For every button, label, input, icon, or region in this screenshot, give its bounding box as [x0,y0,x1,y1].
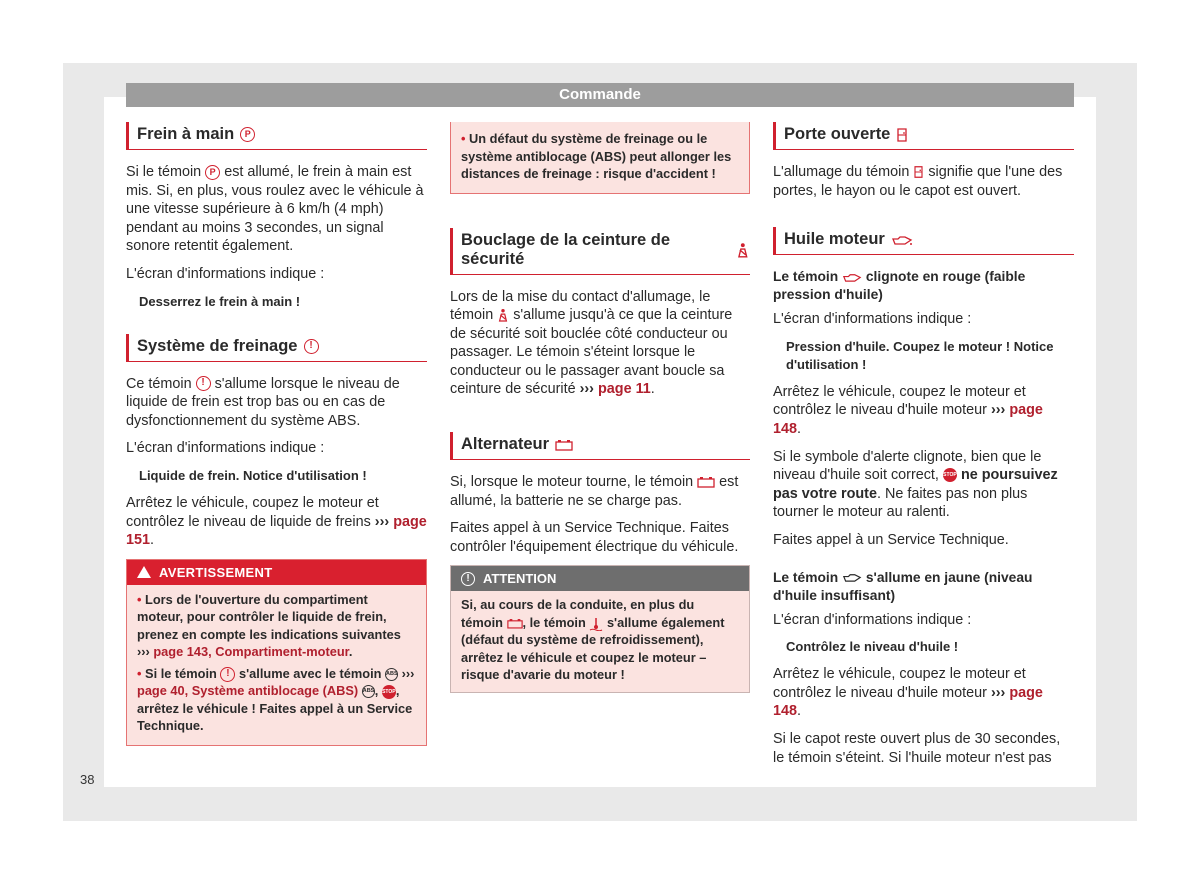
warning-triangle-icon [137,566,151,578]
paragraph: L'écran d'informations indique : [126,265,325,282]
door-open-icon [896,127,908,143]
heading-porte-ouverte: Porte ouverte [773,122,1074,150]
oil-can-icon [842,272,862,283]
column-2 [450,122,750,693]
brake-system-icon: ! [196,376,211,391]
paragraph: L'allumage du témoin signifie que l'une des portes, le hayon ou le capot est ouvert. [773,164,1063,199]
brake-system-icon: ! [304,339,319,354]
heading-systeme-freinage: Système de freinage ! [126,334,427,362]
paragraph: Faites appel à un Service Technique. Faites contrôler l'équipement électrique du véhicule. [450,520,739,555]
warning-item: • Si le témoin ! s'allume avec le témoin ABS ››› page 40, Système antiblocage (ABS) ABS, STOP, arrêtez le véhicule ! Faites appel à un Service Technique. [137,665,415,734]
paragraph: Arrêtez le véhicule, coupez le moteur et contrôlez le niveau d'huile moteur ››› page 148. [773,383,1043,437]
column-3 [773,122,1074,776]
paragraph: Arrêtez le véhicule, coupez le moteur et contrôlez le niveau de liquide de freins ››› page 151. [126,494,427,549]
battery-icon [555,439,573,451]
warning-box [126,559,427,746]
abs-icon: ABS [385,668,398,681]
paragraph: Lors de la mise du contact d'allumage, le témoin s'allume jusqu'à ce que la ceinture de sécurité soit bouclée côté conducteur ou passager. Le témoin s'éteint lorsque le conducteur ou le passager avant boucle sa ceinture de sécurité ››› page 11. [450,288,733,398]
door-open-icon [913,165,924,179]
paragraph: L'écran d'informations indique : [773,611,972,628]
seatbelt-icon [497,308,509,322]
paragraph: L'écran d'informations indique : [773,311,972,328]
paragraph: Si le symbole d'alerte clignote, bien que le niveau d'huile soit correct, STOP ne poursuivez pas votre route. Ne faites pas non plus tourner le moteur au ralenti. [773,448,1058,521]
stop-icon: STOP [382,685,396,699]
attention-box: ! ATTENTION Si, au cours de la conduite, en plus du témoin , le témoin s'allume également (défaut du système de refroidissement), arrêtez le véhicule et coupez le moteur – risque d'avarie du moteur ! [450,565,750,693]
subheading-oil-yellow: Le témoin s'allume en jaune (niveau d'huile insuffisant) [773,569,1033,603]
oil-can-icon [842,572,862,583]
paragraph: Ce témoin ! s'allume lorsque le niveau de liquide de frein est trop bas ou en cas de dysfonctionnement du système ABS. [126,375,400,429]
heading-ceinture: Bouclage de la ceinture de sécurité [450,228,750,275]
heading-huile-moteur: Huile moteur [773,227,1074,255]
paragraph: Si le témoin P est allumé, le frein à main est mis. Si, en plus, vous roulez avec le véhicule à une vitesse supérieure à 6 km/h (4 mph) pendant au moins 3 secondes, un signal sonore retentit également. [126,164,424,255]
handbrake-warning-icon: P [240,127,255,142]
section-header: Commande [126,83,1074,107]
column-1 [126,122,427,746]
paragraph: Arrêtez le véhicule, coupez le moteur et contrôlez le niveau d'huile moteur ››› page 148. [773,666,1043,720]
seatbelt-icon [736,242,750,258]
stop-icon: STOP [943,468,957,482]
paragraph: Si le capot reste ouvert plus de 30 secondes, le témoin s'éteint. Si l'huile moteur n'est pas [773,730,1061,766]
page-link[interactable]: page 148 [773,684,1043,720]
display-message: Desserrez le frein à main ! [139,293,301,309]
warning-title: AVERTISSEMENT [159,564,273,580]
page-link[interactable]: page 148 [773,402,1043,437]
subheading-oil-red: Le témoin clignote en rouge (faible pression d'huile) [773,269,1026,303]
brake-system-icon: ! [220,667,235,682]
display-message: Liquide de frein. Notice d'utilisation ! [139,467,367,483]
handbrake-warning-icon: P [205,165,220,180]
exclamation-icon: ! [461,572,475,586]
heading-alternateur: Alternateur [450,432,750,460]
coolant-temperature-icon [589,617,603,631]
attention-title: ATTENTION [483,571,557,587]
page-link[interactable]: page 11 [597,381,651,398]
battery-icon [697,476,715,488]
paragraph: L'écran d'informations indique : [126,440,325,457]
page-number: 38 [80,772,95,787]
abs-icon: ABS [362,685,375,698]
page-link[interactable]: page 151 [126,513,427,549]
paragraph: Faites appel à un Service Technique. [773,531,1009,548]
heading-frein-a-main: Frein à main P [126,122,427,150]
warning-item: • Lors de l'ouverture du compartiment moteur, pour contrôler le liquide de frein, prenez en compte les indications suivantes ››› page 143, Compartiment-moteur. [137,591,401,660]
oil-can-icon [891,234,913,246]
display-message: Pression d'huile. Coupez le moteur ! Notice d'utilisation ! [786,338,1054,372]
paragraph: Si, lorsque le moteur tourne, le témoin est allumé, la batterie ne se charge pas. [450,474,739,509]
page-link[interactable]: page 143, Compartiment-moteur [153,644,349,660]
page-link[interactable]: page 40, Système antiblocage (ABS) [137,683,359,699]
display-message: Contrôlez le niveau d'huile ! [786,639,959,655]
battery-icon [507,618,523,629]
warning-box-continued [450,122,750,194]
warning-item: • Un défaut du système de freinage ou le système antiblocage (ABS) peut allonger les distances de freinage : risque d'accident ! [461,131,732,181]
